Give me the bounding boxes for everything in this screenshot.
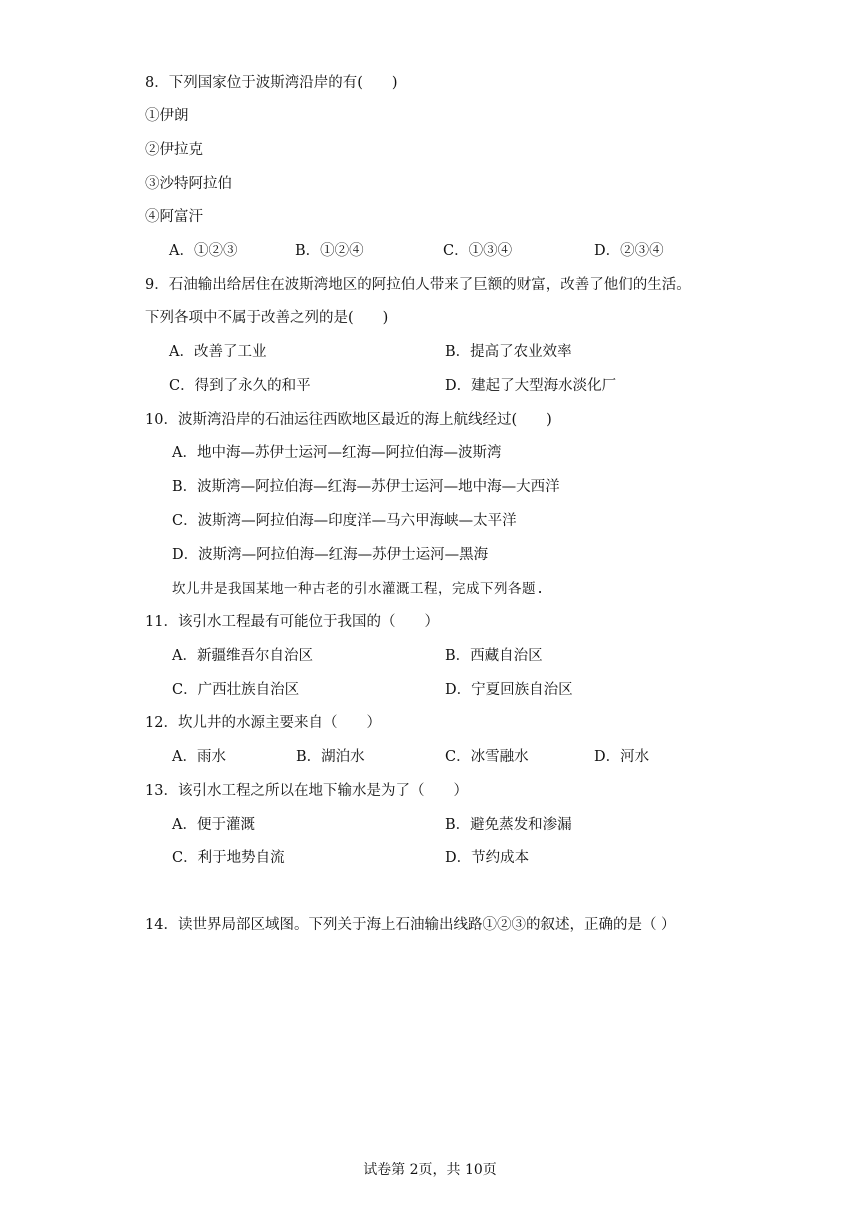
q8-option-c: C．①③④ — [443, 243, 513, 259]
q10-option-d: D．波斯湾—阿拉伯海—红海—苏伊士运河—黑海 — [172, 547, 489, 563]
q9-option-c: C．得到了永久的和平 — [169, 378, 311, 394]
question-8-stem: 8．下列国家位于波斯湾沿岸的有( ) — [145, 75, 398, 91]
q12-option-d: D．河水 — [594, 749, 650, 765]
question-12-stem: 12．坎儿井的水源主要来自（ ） — [145, 715, 381, 731]
q8-item-1: ①伊朗 — [145, 108, 189, 124]
q13-option-b: B．避免蒸发和渗漏 — [445, 817, 572, 833]
q12-option-c: C．冰雪融水 — [445, 749, 529, 765]
q10-option-c: C．波斯湾—阿拉伯海—印度洋—马六甲海峡—太平洋 — [172, 513, 517, 529]
q10-option-b: B．波斯湾—阿拉伯海—红海—苏伊士运河—地中海—大西洋 — [172, 479, 560, 495]
q8-option-a: A．①②③ — [169, 243, 238, 259]
material-intro: 坎儿井是我国某地一种古老的引水灌溉工程，完成下列各题. — [172, 581, 545, 597]
question-9-stem-line-2: 下列各项中不属于改善之列的是( ) — [145, 310, 389, 326]
q8-item-4: ④阿富汗 — [145, 209, 203, 225]
q11-option-d: D．宁夏回族自治区 — [445, 682, 573, 698]
q12-option-b: B．湖泊水 — [296, 749, 365, 765]
q13-option-d: D．节约成本 — [445, 850, 530, 866]
q11-option-c: C．广西壮族自治区 — [172, 682, 300, 698]
question-9-stem-line-1: 9．石油输出给居住在波斯湾地区的阿拉伯人带来了巨额的财富，改善了他们的生活。 — [145, 277, 691, 293]
q8-option-d: D．②③④ — [594, 243, 664, 259]
q12-option-a: A．雨水 — [172, 749, 226, 765]
q11-option-a: A．新疆维吾尔自治区 — [172, 648, 313, 664]
q8-item-2: ②伊拉克 — [145, 142, 203, 158]
q10-option-a: A．地中海—苏伊士运河—红海—阿拉伯海—波斯湾 — [172, 445, 502, 461]
q13-option-c: C．利于地势自流 — [172, 850, 285, 866]
question-10-stem: 10．波斯湾沿岸的石油运往西欧地区最近的海上航线经过( ) — [145, 412, 552, 428]
q13-option-a: A．便于灌溉 — [172, 817, 255, 833]
question-11-stem: 11．该引水工程最有可能位于我国的（ ） — [145, 614, 439, 630]
q9-option-b: B．提高了农业效率 — [445, 344, 572, 360]
question-13-stem: 13．该引水工程之所以在地下输水是为了（ ） — [145, 783, 468, 799]
page-footer: 试卷第 2页，共 10页 — [363, 1162, 497, 1178]
q9-option-a: A．改善了工业 — [169, 344, 267, 360]
question-14-stem: 14．读世界局部区域图。下列关于海上石油输出线路①②③的叙述，正确的是（ ） — [145, 917, 676, 933]
q8-item-3: ③沙特阿拉伯 — [145, 176, 232, 192]
q11-option-b: B．西藏自治区 — [445, 648, 543, 664]
q8-option-b: B．①②④ — [295, 243, 364, 259]
q9-option-d: D．建起了大型海水淡化厂 — [445, 378, 617, 394]
